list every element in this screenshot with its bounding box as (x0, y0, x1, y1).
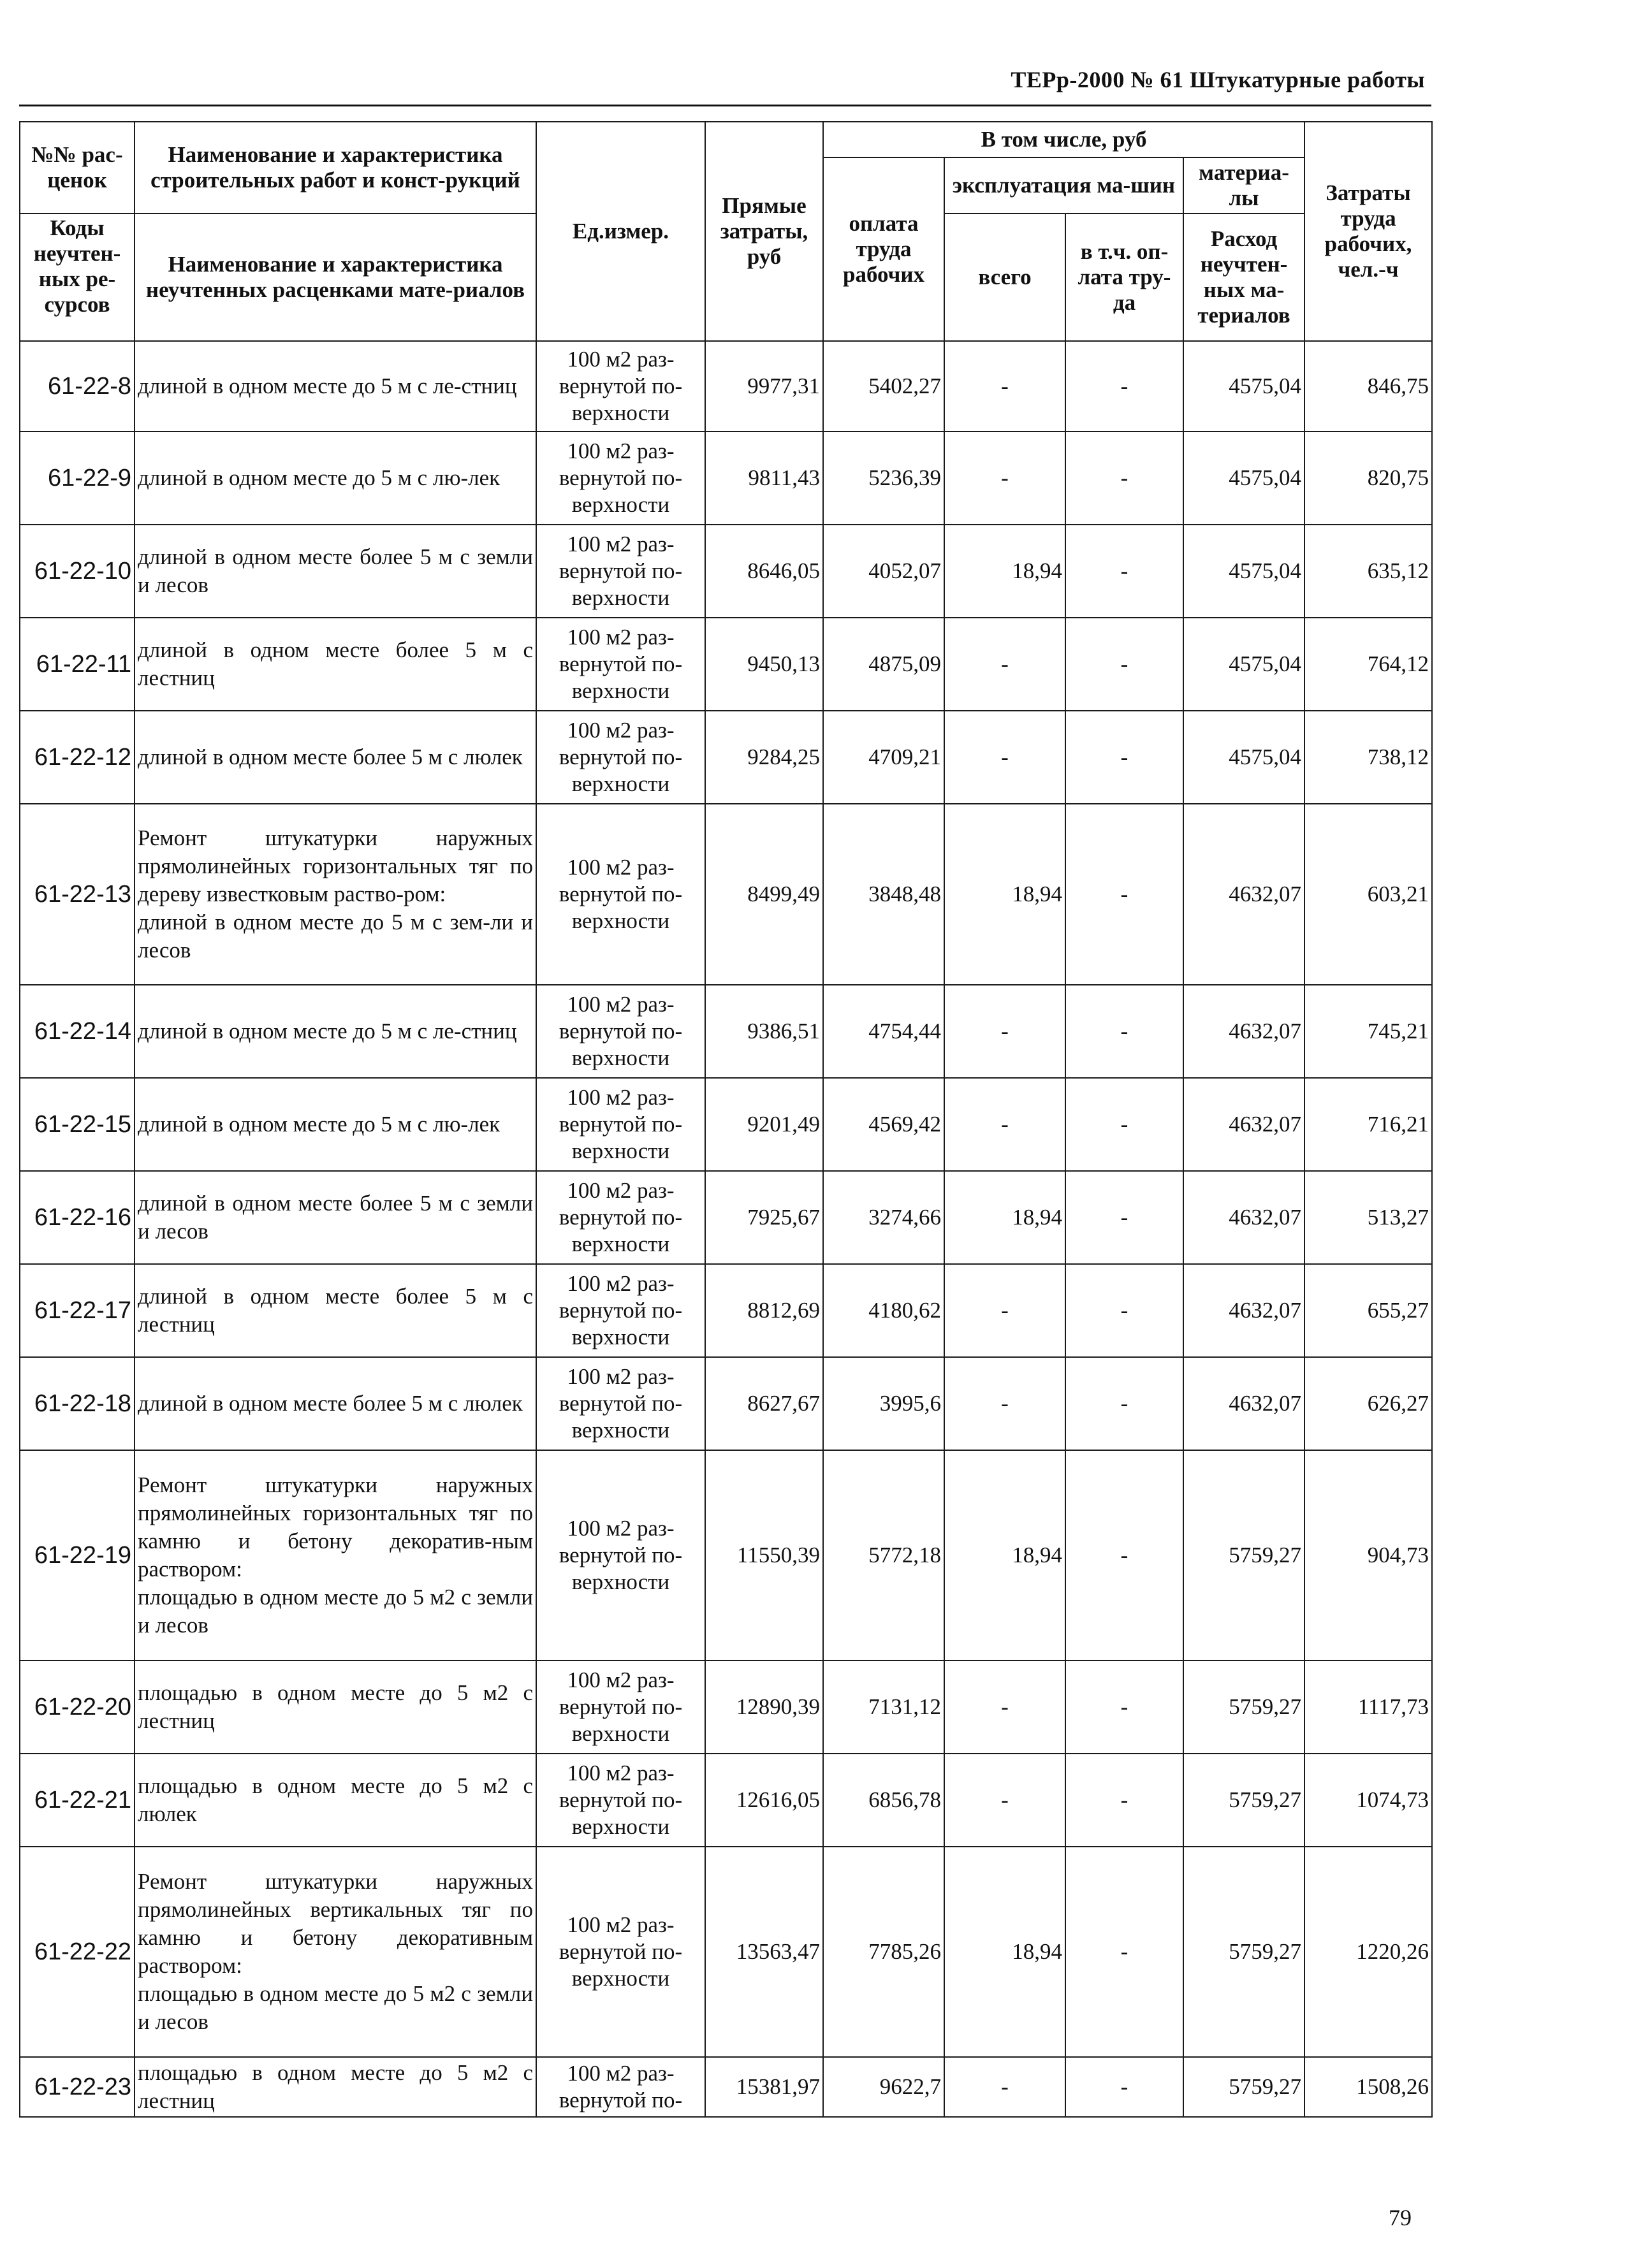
table-header (20, 122, 1432, 341)
table-row (20, 1450, 1432, 1661)
header-material-name: Наименование и характеристика неучтенных расценками мате-риалов (135, 214, 536, 341)
direct-costs-value: 8499,49 (705, 804, 823, 985)
labor-costs-value: 1220,26 (1304, 1847, 1432, 2057)
machine-labor-value: - (1065, 525, 1183, 618)
unit-of-measure: 100 м2 раз-вернутой по-верхности (536, 341, 705, 432)
description-line: длиной в одном месте до 5 м с зем-ли и лесов (138, 910, 533, 963)
machine-total-value: 18,94 (944, 1450, 1065, 1661)
table-row (20, 1661, 1432, 1754)
direct-costs-value: 9450,13 (705, 618, 823, 711)
machine-total-value: 18,94 (944, 1171, 1065, 1264)
description-line: длиной в одном месте до 5 м с лю-лек (138, 1112, 500, 1137)
rate-code: 61-22-15 (20, 1078, 135, 1171)
description-line: длиной в одном месте более 5 м с лестниц (138, 637, 533, 690)
machine-total-value: - (944, 985, 1065, 1078)
machine-labor-value: - (1065, 1171, 1183, 1264)
materials-value: 4575,04 (1183, 432, 1304, 525)
table-row (20, 341, 1432, 432)
header-work-name: Наименование и характеристика строительных работ и конст-рукций (135, 122, 536, 214)
description-line: длиной в одном месте до 5 м с ле-стниц (138, 374, 517, 398)
labor-costs-value: 904,73 (1304, 1450, 1432, 1661)
materials-value: 4632,07 (1183, 804, 1304, 985)
labor-pay-value: 4709,21 (823, 711, 944, 804)
unit-of-measure: 100 м2 раз-вернутой по-верхности (536, 618, 705, 711)
work-description (135, 525, 536, 618)
description-line: длиной в одном месте более 5 м с люлек (138, 745, 523, 769)
materials-value: 4575,04 (1183, 618, 1304, 711)
work-description (135, 1661, 536, 1754)
rate-code: 61-22-14 (20, 985, 135, 1078)
rate-code: 61-22-21 (20, 1754, 135, 1847)
page-number: 79 (1389, 2205, 1412, 2230)
description-line: Ремонт штукатурки наружных прямолинейных горизонтальных тяг по дереву известковым раство-ром: (138, 825, 533, 906)
direct-costs-value: 11550,39 (705, 1450, 823, 1661)
machine-labor-value: - (1065, 1357, 1183, 1450)
labor-costs-value: 1074,73 (1304, 1754, 1432, 1847)
labor-costs-value: 626,27 (1304, 1357, 1432, 1450)
header-machine-operation: эксплуатация ма-шин (944, 157, 1183, 214)
rate-code: 61-22-23 (20, 2057, 135, 2117)
rate-code: 61-22-19 (20, 1450, 135, 1661)
description-line: Ремонт штукатурки наружных прямолинейных горизонтальных тяг по камню и бетону декоратив-ным раствором: (138, 1472, 533, 1581)
rates-table (19, 121, 1433, 2118)
labor-costs-value: 513,27 (1304, 1171, 1432, 1264)
unit-of-measure: 100 м2 раз-вернутой по-верхности (536, 432, 705, 525)
unit-of-measure: 100 м2 раз-вернутой по-верхности (536, 1171, 705, 1264)
rate-code: 61-22-22 (20, 1847, 135, 2057)
work-description (135, 985, 536, 1078)
machine-labor-value: - (1065, 341, 1183, 432)
labor-costs-value: 745,21 (1304, 985, 1432, 1078)
materials-value: 5759,27 (1183, 1847, 1304, 2057)
machine-labor-value: - (1065, 1754, 1183, 1847)
rate-code: 61-22-11 (20, 618, 135, 711)
description-line: длиной в одном месте до 5 м с ле-стниц (138, 1019, 517, 1043)
document-header-title: ТЕРр-2000 № 61 Штукатурные работы (1011, 67, 1425, 92)
machine-total-value: 18,94 (944, 804, 1065, 985)
unit-of-measure: 100 м2 раз-вернутой по-верхности (536, 711, 705, 804)
labor-costs-value: 738,12 (1304, 711, 1432, 804)
labor-pay-value: 4052,07 (823, 525, 944, 618)
header-machine-labor: в т.ч. оп-лата тру-да (1065, 214, 1183, 341)
machine-total-value: 18,94 (944, 1847, 1065, 2057)
rate-code: 61-22-12 (20, 711, 135, 804)
work-description (135, 432, 536, 525)
unit-of-measure: 100 м2 раз-вернутой по-верхности (536, 1357, 705, 1450)
labor-pay-value: 3848,48 (823, 804, 944, 985)
labor-pay-value: 7785,26 (823, 1847, 944, 2057)
header-labor-costs: Затраты труда рабочих, чел.-ч (1304, 122, 1432, 341)
rate-code: 61-22-9 (20, 432, 135, 525)
description-line: длиной в одном месте более 5 м с земли и лесов (138, 1191, 533, 1244)
materials-value: 5759,27 (1183, 2057, 1304, 2117)
machine-labor-value: - (1065, 985, 1183, 1078)
machine-labor-value: - (1065, 2057, 1183, 2117)
machine-labor-value: - (1065, 1078, 1183, 1171)
labor-costs-value: 846,75 (1304, 341, 1432, 432)
unit-of-measure: 100 м2 раз-вернутой по-верхности (536, 1754, 705, 1847)
labor-pay-value: 3995,6 (823, 1357, 944, 1450)
machine-labor-value: - (1065, 618, 1183, 711)
table-row (20, 1171, 1432, 1264)
header-direct-costs: Прямые затраты, руб (705, 122, 823, 341)
machine-labor-value: - (1065, 1450, 1183, 1661)
direct-costs-value: 9977,31 (705, 341, 823, 432)
labor-pay-value: 3274,66 (823, 1171, 944, 1264)
direct-costs-value: 7925,67 (705, 1171, 823, 1264)
table-row (20, 432, 1432, 525)
labor-costs-value: 764,12 (1304, 618, 1432, 711)
machine-total-value: - (944, 432, 1065, 525)
direct-costs-value: 13563,47 (705, 1847, 823, 2057)
header-unaccounted-materials: Расход неучтен-ных ма-териалов (1183, 214, 1304, 341)
materials-value: 4575,04 (1183, 341, 1304, 432)
description-line: длиной в одном месте до 5 м с лю-лек (138, 465, 500, 490)
work-description (135, 1450, 536, 1661)
materials-value: 4632,07 (1183, 1078, 1304, 1171)
work-description (135, 618, 536, 711)
description-line: площадью в одном месте до 5 м2 с лестниц (138, 1680, 533, 1733)
labor-costs-value: 635,12 (1304, 525, 1432, 618)
description-line: длиной в одном месте более 5 м с люлек (138, 1391, 523, 1416)
labor-pay-value: 5772,18 (823, 1450, 944, 1661)
machine-total-value: - (944, 618, 1065, 711)
work-description (135, 711, 536, 804)
unit-of-measure: 100 м2 раз-вернутой по-верхности (536, 1661, 705, 1754)
materials-value: 5759,27 (1183, 1661, 1304, 1754)
machine-total-value: - (944, 1078, 1065, 1171)
unit-of-measure: 100 м2 раз-вернутой по- (536, 2057, 705, 2117)
header-including: В том числе, руб (823, 122, 1304, 157)
direct-costs-value: 15381,97 (705, 2057, 823, 2117)
materials-value: 4575,04 (1183, 711, 1304, 804)
description-line: длиной в одном месте более 5 м с лестниц (138, 1284, 533, 1337)
table-row (20, 711, 1432, 804)
table-row (20, 1357, 1432, 1450)
machine-total-value: - (944, 1357, 1065, 1450)
labor-pay-value: 4754,44 (823, 985, 944, 1078)
labor-pay-value: 4569,42 (823, 1078, 944, 1171)
machine-total-value: - (944, 2057, 1065, 2117)
work-description (135, 341, 536, 432)
labor-costs-value: 655,27 (1304, 1264, 1432, 1357)
description-line: площадью в одном месте до 5 м2 с земли и лесов (138, 1981, 533, 2034)
direct-costs-value: 8646,05 (705, 525, 823, 618)
work-description (135, 1171, 536, 1264)
header-resource-codes: Коды неучтен-ных ре-сурсов (20, 214, 135, 341)
table-row (20, 2057, 1432, 2117)
materials-value: 4632,07 (1183, 1264, 1304, 1357)
labor-pay-value: 7131,12 (823, 1661, 944, 1754)
labor-costs-value: 716,21 (1304, 1078, 1432, 1171)
direct-costs-value: 9201,49 (705, 1078, 823, 1171)
machine-labor-value: - (1065, 1264, 1183, 1357)
table-row (20, 525, 1432, 618)
machine-total-value: - (944, 1754, 1065, 1847)
labor-pay-value: 5236,39 (823, 432, 944, 525)
table-row (20, 1264, 1432, 1357)
work-description (135, 1847, 536, 2057)
table-body (20, 341, 1432, 2117)
table-row (20, 1754, 1432, 1847)
direct-costs-value: 9811,43 (705, 432, 823, 525)
description-line: площадью в одном месте до 5 м2 с земли и лесов (138, 1585, 533, 1638)
labor-pay-value: 9622,7 (823, 2057, 944, 2117)
header-rate-numbers: №№ рас-ценок (20, 122, 135, 214)
machine-labor-value: - (1065, 1847, 1183, 2057)
work-description (135, 1078, 536, 1171)
machine-labor-value: - (1065, 432, 1183, 525)
work-description (135, 2057, 536, 2117)
labor-costs-value: 603,21 (1304, 804, 1432, 985)
table-row (20, 1078, 1432, 1171)
rate-code: 61-22-13 (20, 804, 135, 985)
rate-code: 61-22-16 (20, 1171, 135, 1264)
machine-total-value: 18,94 (944, 525, 1065, 618)
work-description (135, 1754, 536, 1847)
description-line: площадью в одном месте до 5 м2 с люлек (138, 1773, 533, 1826)
direct-costs-value: 12616,05 (705, 1754, 823, 1847)
materials-value: 4632,07 (1183, 1357, 1304, 1450)
rate-code: 61-22-10 (20, 525, 135, 618)
materials-value: 4632,07 (1183, 1171, 1304, 1264)
materials-value: 4575,04 (1183, 525, 1304, 618)
unit-of-measure: 100 м2 раз-вернутой по-верхности (536, 1264, 705, 1357)
header-unit: Ед.измер. (536, 122, 705, 341)
labor-costs-value: 1117,73 (1304, 1661, 1432, 1754)
table-row (20, 985, 1432, 1078)
machine-total-value: - (944, 341, 1065, 432)
unit-of-measure: 100 м2 раз-вернутой по-верхности (536, 525, 705, 618)
labor-pay-value: 4875,09 (823, 618, 944, 711)
work-description (135, 1357, 536, 1450)
table-row (20, 1847, 1432, 2057)
unit-of-measure: 100 м2 раз-вернутой по-верхности (536, 985, 705, 1078)
direct-costs-value: 9386,51 (705, 985, 823, 1078)
labor-pay-value: 6856,78 (823, 1754, 944, 1847)
rate-code: 61-22-18 (20, 1357, 135, 1450)
unit-of-measure: 100 м2 раз-вернутой по-верхности (536, 1847, 705, 2057)
rate-code: 61-22-20 (20, 1661, 135, 1754)
machine-labor-value: - (1065, 1661, 1183, 1754)
materials-value: 5759,27 (1183, 1754, 1304, 1847)
machine-total-value: - (944, 1661, 1065, 1754)
description-line: длиной в одном месте более 5 м с земли и лесов (138, 544, 533, 597)
header-machine-total: всего (944, 214, 1065, 341)
header-materials: материа-лы (1183, 157, 1304, 214)
machine-labor-value: - (1065, 804, 1183, 985)
direct-costs-value: 12890,39 (705, 1661, 823, 1754)
table-row (20, 804, 1432, 985)
rate-code: 61-22-17 (20, 1264, 135, 1357)
materials-value: 5759,27 (1183, 1450, 1304, 1661)
header-labor-pay: оплата труда рабочих (823, 157, 944, 341)
labor-pay-value: 5402,27 (823, 341, 944, 432)
unit-of-measure: 100 м2 раз-вернутой по-верхности (536, 1450, 705, 1661)
rate-code: 61-22-8 (20, 341, 135, 432)
direct-costs-value: 8627,67 (705, 1357, 823, 1450)
labor-costs-value: 1508,26 (1304, 2057, 1432, 2117)
description-line: Ремонт штукатурки наружных прямолинейных вертикальных тяг по камню и бетону декоративным раствором: (138, 1869, 533, 1978)
work-description (135, 1264, 536, 1357)
direct-costs-value: 8812,69 (705, 1264, 823, 1357)
labor-pay-value: 4180,62 (823, 1264, 944, 1357)
machine-total-value: - (944, 1264, 1065, 1357)
work-description (135, 804, 536, 985)
materials-value: 4632,07 (1183, 985, 1304, 1078)
unit-of-measure: 100 м2 раз-вернутой по-верхности (536, 1078, 705, 1171)
unit-of-measure: 100 м2 раз-вернутой по-верхности (536, 804, 705, 985)
labor-costs-value: 820,75 (1304, 432, 1432, 525)
machine-labor-value: - (1065, 711, 1183, 804)
direct-costs-value: 9284,25 (705, 711, 823, 804)
machine-total-value: - (944, 711, 1065, 804)
header-rule (19, 105, 1431, 106)
table-row (20, 618, 1432, 711)
description-line: площадью в одном месте до 5 м2 с лестниц (138, 2060, 533, 2113)
